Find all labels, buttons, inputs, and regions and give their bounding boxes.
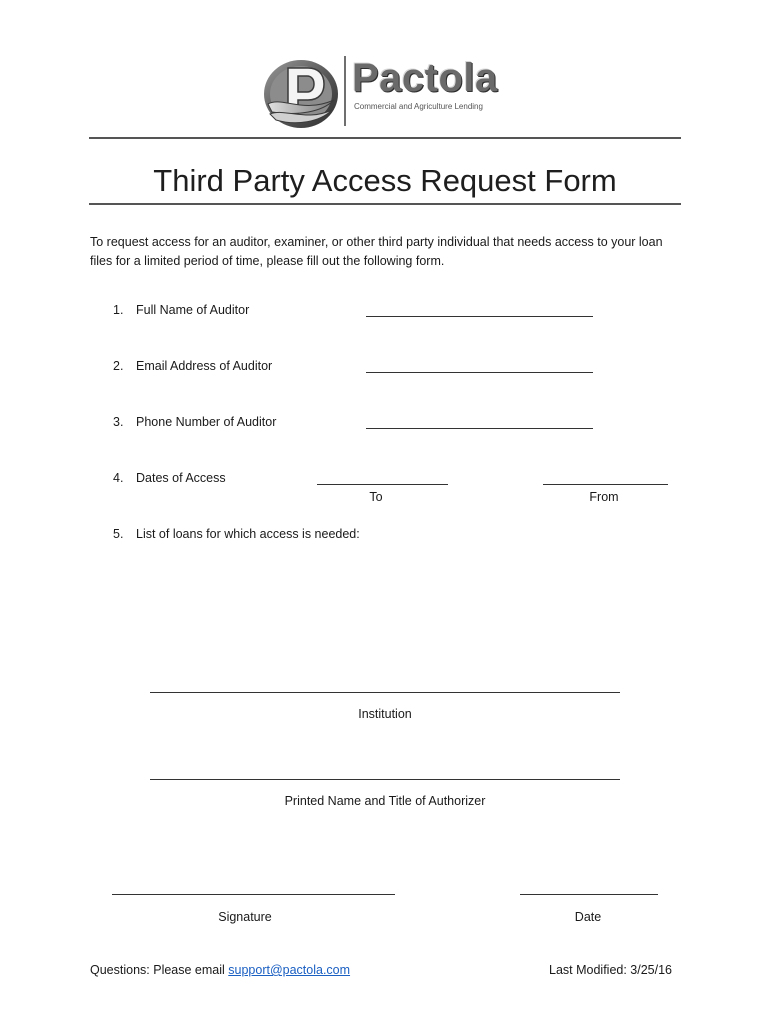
- logo-wordmark: Pactola: [352, 56, 498, 100]
- field-3-label: Phone Number of Auditor: [136, 415, 277, 429]
- pactola-logo-icon: [262, 56, 340, 130]
- phone-input-line[interactable]: [366, 428, 593, 429]
- page-title: Third Party Access Request Form: [153, 163, 617, 198]
- date-to-input-line[interactable]: [317, 484, 448, 485]
- header-top-rule: [89, 137, 681, 139]
- logo-separator: [344, 56, 346, 126]
- last-modified: Last Modified: 3/25/16: [549, 963, 672, 977]
- date-to-caption: To: [369, 490, 383, 504]
- signature-input-line[interactable]: [112, 894, 395, 895]
- footer-questions: [90, 962, 350, 978]
- signature-caption: Signature: [218, 910, 272, 924]
- field-1-number: 1.: [113, 303, 124, 317]
- institution-input-line[interactable]: [150, 692, 620, 693]
- footer-questions-text: Questions: Please email: [90, 963, 229, 977]
- header-bottom-rule: [89, 203, 681, 205]
- date-input-line[interactable]: [520, 894, 658, 895]
- date-caption: Date: [574, 910, 602, 924]
- email-input-line[interactable]: [366, 372, 593, 373]
- intro-paragraph: To request access for an auditor, examiner, or other third party individual that needs access to your loan files for a limited period of time, please fill out the following form.: [90, 235, 663, 268]
- company-logo: [262, 52, 512, 132]
- field-4-label: Dates of Access: [136, 471, 226, 485]
- field-2-label: Email Address of Auditor: [136, 359, 273, 373]
- full-name-input-line[interactable]: [366, 316, 593, 317]
- loan-list-area[interactable]: [136, 548, 676, 668]
- authorizer-input-line[interactable]: [150, 779, 620, 780]
- authorizer-caption: Printed Name and Title of Authorizer: [284, 794, 486, 808]
- field-5-number: 5.: [113, 527, 124, 541]
- field-4-number: 4.: [113, 471, 124, 485]
- institution-caption: Institution: [358, 707, 412, 721]
- logo-tagline: Commercial and Agriculture Lending: [354, 102, 483, 111]
- date-from-caption: From: [589, 490, 619, 504]
- date-from-input-line[interactable]: [543, 484, 668, 485]
- field-3-number: 3.: [113, 415, 124, 429]
- support-email-link[interactable]: support@pactola.com: [228, 963, 351, 977]
- field-5-label: List of loans for which access is needed:: [136, 527, 360, 541]
- field-2-number: 2.: [113, 359, 124, 373]
- field-1-label: Full Name of Auditor: [136, 303, 250, 317]
